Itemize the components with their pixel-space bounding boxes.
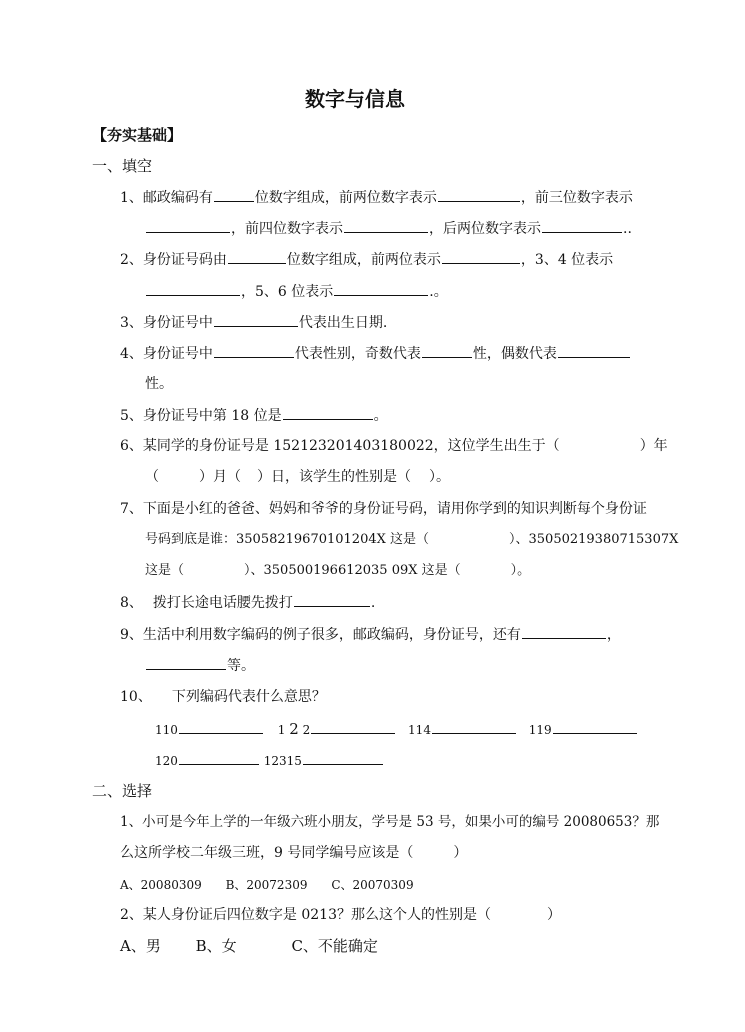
code-120: 120 — [155, 754, 178, 768]
q3-blank[interactable] — [214, 313, 298, 327]
q10-row1 — [155, 720, 638, 739]
q7-text-c: ）、35050219380715307X — [509, 532, 679, 547]
q1-line2 — [145, 219, 632, 238]
p2q1-text-b: 么这所学校二年级三班，9 号同学编号应该是（ — [120, 845, 414, 861]
code-114-blank[interactable] — [432, 720, 516, 734]
q3-line — [120, 313, 387, 332]
q10-heading — [120, 688, 326, 706]
q4-text-a: 4、身份证号中 — [120, 346, 213, 362]
q1-text-a: 1、邮政编码有 — [120, 190, 213, 206]
q1-text-c: ，前三位数字表示 — [520, 190, 633, 206]
code-110: 110 — [155, 723, 178, 737]
q10-number: 10、 — [120, 689, 152, 705]
q10-row2 — [155, 751, 384, 770]
q7-text-f: ）。 — [510, 563, 531, 578]
q1-blank-first-two[interactable] — [438, 188, 520, 202]
code-110-blank[interactable] — [179, 720, 263, 734]
q1-text-b: 位数字组成，前两位数字表示 — [254, 190, 437, 206]
q4-text-c: 性，偶数代表 — [472, 346, 557, 362]
section-basic: 【夯实基础】 — [92, 126, 183, 144]
q7-line3 — [145, 562, 530, 580]
part1-heading: 一、填空 — [92, 157, 153, 175]
q2-blank-3-4[interactable] — [146, 282, 240, 296]
q6-paren-open: （ — [145, 469, 159, 485]
q10-text: 下列编码代表什么意思？ — [171, 689, 326, 705]
q1-blank-last-two[interactable] — [542, 219, 622, 233]
q2-blank-5-6[interactable] — [334, 282, 428, 296]
q7-text-d: 这是（ — [145, 563, 185, 578]
q1-text-f: .. — [623, 221, 632, 237]
q9-line1 — [120, 625, 621, 644]
q9-line2 — [145, 656, 255, 675]
p2q2-option-c[interactable]: C、不能确定 — [291, 937, 378, 955]
part2-heading: 二、选择 — [92, 782, 153, 800]
q1-blank-digits[interactable] — [214, 188, 254, 202]
q2-line2 — [145, 282, 448, 301]
q6-line2 — [145, 468, 450, 486]
q2-blank-digits[interactable] — [228, 250, 286, 264]
q9-text-b: ， — [606, 627, 621, 643]
q8-number: 8、 — [120, 595, 143, 611]
q6-text-d: ）月（ — [199, 469, 241, 485]
p2q1-option-b[interactable]: B、20072309 — [225, 878, 308, 892]
q7-text-e: ）、350500196612035 09X 这是（ — [244, 563, 461, 578]
q2-text-a: 2、身份证号码由 — [120, 252, 227, 268]
q2-text-d: ，5、6 位表示 — [241, 284, 334, 300]
page-title: 数字与信息 — [305, 87, 405, 111]
p2q1-line2 — [120, 844, 467, 862]
code-114: 114 — [408, 723, 431, 737]
p2q1-line1: 1、小可是今年上学的一年级六班小朋友，学号是 53 号，如果小可的编号 20080653？那 — [120, 814, 660, 830]
q4-line1 — [120, 344, 631, 363]
p2q1-option-c[interactable]: C、20070309 — [331, 878, 414, 892]
q8-line — [120, 593, 375, 612]
q7-text-b: 号码到底是谁：35058219670101204X 这是（ — [145, 532, 429, 547]
q2-text-b: 位数字组成，前两位表示 — [286, 252, 441, 268]
q5-text-a: 5、身份证号中第 18 位是 — [120, 408, 282, 424]
code-12315-blank[interactable] — [303, 751, 383, 765]
p2q1-option-a[interactable]: A、20080309 — [120, 878, 202, 892]
code-119: 119 — [528, 723, 552, 737]
code-12315: 12315 — [263, 754, 302, 768]
q4-text-b: 代表性别，奇数代表 — [294, 346, 421, 362]
q4-line2: 性。 — [145, 376, 173, 392]
q1-text-d: ，前四位数字表示 — [231, 221, 343, 237]
q7-line2 — [145, 531, 678, 549]
q7-line1: 7、下面是小红的爸爸、妈妈和爷爷的身份证号码，请用你学到的知识判断每个身份证 — [120, 501, 647, 517]
p2q2-text-a: 2、某人身份证后四位数字是 0213？那么这个人的性别是（ — [120, 907, 491, 923]
p2q2-text-b: ） — [547, 907, 561, 923]
q5-blank[interactable] — [283, 406, 373, 420]
code-122-blank[interactable] — [311, 720, 395, 734]
q3-text-b: 代表出生日期. — [298, 315, 388, 331]
q9-blank-2[interactable] — [146, 656, 226, 670]
p2q1-text-c: ） — [453, 845, 468, 861]
q4-blank-odd[interactable] — [422, 344, 472, 358]
q2-text-c: ，3、4 位表示 — [520, 252, 614, 268]
q8-text-b: 拨打长途电话腰先拨打 — [152, 595, 293, 611]
q1-blank-first-four[interactable] — [344, 219, 428, 233]
q8-text-c: . — [370, 595, 376, 611]
p2q2-options — [120, 937, 378, 955]
p2q1-options — [120, 876, 414, 894]
q5-line — [120, 406, 388, 425]
q6-text-f: ）。 — [429, 469, 450, 485]
q9-text-a: 9、生活中利用数字编码的例子很多，邮政编码，身份证号，还有 — [120, 627, 521, 643]
code-2b: 2 — [302, 723, 311, 737]
q6-line1 — [120, 437, 668, 455]
q9-blank-1[interactable] — [522, 625, 606, 639]
q4-blank-even[interactable] — [558, 344, 630, 358]
q4-blank-position[interactable] — [214, 344, 294, 358]
q2-text-e: .。 — [429, 284, 448, 300]
q3-text-a: 3、身份证号中 — [120, 315, 213, 331]
q6-text-a: 6、某同学的身份证号是 152123201403180022，这位学生出生于（ — [120, 438, 560, 454]
q8-blank[interactable] — [294, 593, 370, 607]
p2q2-line — [120, 906, 561, 924]
q2-line1 — [120, 250, 613, 269]
q6-text-b: ）年 — [639, 438, 668, 454]
p2q2-option-a[interactable]: A、男 — [120, 937, 161, 955]
q5-text-b: 。 — [373, 408, 388, 424]
q1-line1 — [120, 188, 633, 207]
code-2: 2 — [289, 720, 299, 738]
q2-blank-first-two[interactable] — [442, 250, 520, 264]
code-120-blank[interactable] — [179, 751, 259, 765]
q6-text-e: ）日，该学生的性别是（ — [257, 469, 411, 485]
q9-text-c: 等。 — [227, 658, 255, 674]
code-119-blank[interactable] — [553, 720, 637, 734]
q1-text-e: ，后两位数字表示 — [429, 221, 541, 237]
p2q2-option-b[interactable]: B、女 — [195, 937, 237, 955]
q1-blank-first-three[interactable] — [146, 219, 230, 233]
code-1: 1 — [277, 723, 286, 737]
